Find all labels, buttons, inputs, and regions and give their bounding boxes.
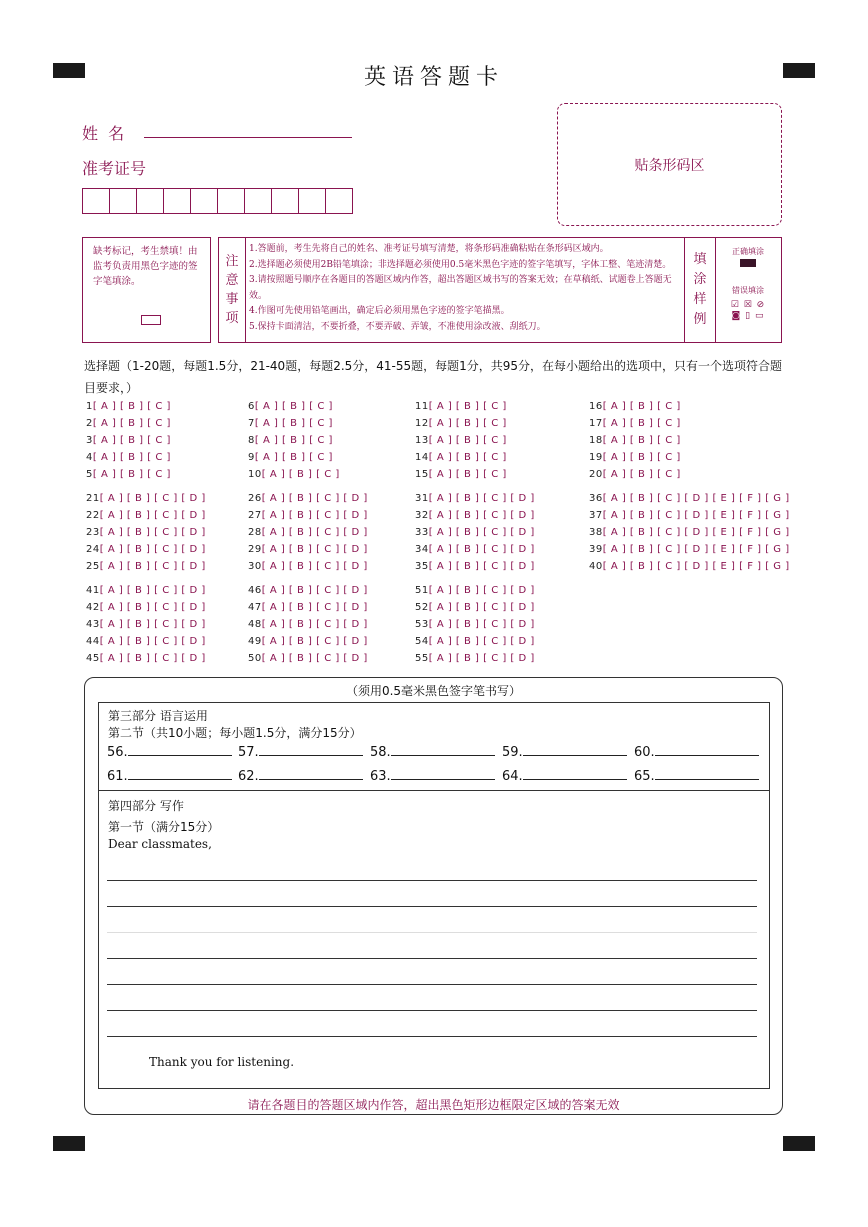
choice-question-36[interactable]	[589, 493, 790, 504]
choice-question-4[interactable]	[86, 452, 171, 463]
choice-question-42[interactable]	[86, 602, 206, 613]
correct-fill-sample	[740, 259, 756, 267]
blank-line[interactable]	[523, 767, 627, 780]
fill-blank-62[interactable]	[238, 767, 363, 784]
fill-blank-59[interactable]	[502, 743, 627, 760]
answer-options[interactable]: [ A ] [ B ] [ C ] [ D ] [ E ] [ F ] [ G ]	[602, 493, 790, 504]
answer-options[interactable]: [ A ] [ B ] [ C ]	[428, 418, 507, 429]
question-number: 5	[86, 469, 93, 480]
choice-question-9[interactable]	[248, 452, 333, 463]
answer-options[interactable]: [ A ] [ B ] [ C ] [ D ]	[428, 619, 535, 630]
choice-question-1[interactable]	[86, 401, 171, 412]
choice-question-21[interactable]	[86, 493, 206, 504]
question-number: 52	[415, 602, 429, 613]
answer-options[interactable]: [ A ] [ B ] [ C ] [ D ] [ E ] [ F ] [ G ]	[602, 527, 790, 538]
question-number: 41	[86, 585, 100, 596]
answer-options[interactable]: [ A ] [ B ] [ C ] [ D ]	[428, 653, 535, 664]
answer-options[interactable]: [ A ] [ B ] [ C ] [ D ]	[428, 544, 535, 555]
question-number: 50	[248, 653, 262, 664]
question-number: 23	[86, 527, 100, 538]
choice-instructions: 选择题（1-20题，每题1.5分，21-40题，每题2.5分，41-55题，每题1分，共95分，在每小题给出的选项中，只有一个选项符合题目要求，）	[84, 359, 783, 395]
answer-options[interactable]: [ A ] [ B ] [ C ] [ D ]	[261, 585, 368, 596]
answer-options[interactable]: [ A ] [ B ] [ C ] [ D ]	[99, 561, 206, 572]
blank-number: 65.	[634, 769, 655, 784]
answer-options[interactable]: [ A ] [ B ] [ C ]	[602, 452, 681, 463]
question-number: 8	[248, 435, 255, 446]
question-number: 28	[248, 527, 262, 538]
choice-question-10[interactable]	[248, 469, 340, 480]
answer-options[interactable]: [ A ] [ B ] [ C ] [ D ]	[99, 510, 206, 521]
choice-question-2[interactable]	[86, 418, 171, 429]
choice-question-7[interactable]	[248, 418, 333, 429]
written-answer-section	[84, 677, 783, 1115]
choice-question-8[interactable]	[248, 435, 333, 446]
question-number: 39	[589, 544, 603, 555]
note-item: 4.作图可先使用铅笔画出，确定后必须用黑色字迹的签字笔描黑。	[249, 306, 510, 316]
answer-options[interactable]: [ A ] [ B ] [ C ]	[602, 469, 681, 480]
choice-question-3[interactable]	[86, 435, 171, 446]
blank-line[interactable]	[391, 743, 495, 756]
answer-options[interactable]: [ A ] [ B ] [ C ] [ D ]	[428, 493, 535, 504]
choice-question-52[interactable]	[415, 602, 535, 613]
note-item: 1.答题前，考生先将自己的姓名、准考证号填写清楚，将条形码准确粘贴在条形码区域内。	[249, 244, 609, 254]
blank-number: 59.	[502, 745, 523, 760]
answer-options[interactable]: [ A ] [ B ] [ C ] [ D ]	[99, 619, 206, 630]
question-number: 44	[86, 636, 100, 647]
answer-options[interactable]: [ A ] [ B ] [ C ]	[92, 418, 171, 429]
fill-blank-64[interactable]	[502, 767, 627, 784]
question-number: 42	[86, 602, 100, 613]
question-number: 1	[86, 401, 93, 412]
question-number: 54	[415, 636, 429, 647]
note-item: 5.保持卡面清洁，不要折叠，不要弄破、弄皱，不准使用涂改液、刮纸刀。	[249, 321, 546, 332]
choice-question-19[interactable]	[589, 452, 681, 463]
question-number: 6	[248, 401, 255, 412]
answer-options[interactable]: [ A ] [ B ] [ C ]	[92, 401, 171, 412]
question-number: 15	[415, 469, 429, 480]
answer-options[interactable]: [ A ] [ B ] [ C ] [ D ]	[261, 602, 368, 613]
answer-options[interactable]: [ A ] [ B ] [ C ]	[428, 469, 507, 480]
writing-line[interactable]	[107, 880, 757, 881]
letter-greeting: Dear classmates,	[108, 837, 212, 851]
choice-question-38[interactable]	[589, 527, 790, 538]
answer-options[interactable]: [ A ] [ B ] [ C ] [ D ]	[428, 510, 535, 521]
answer-options[interactable]: [ A ] [ B ] [ C ] [ D ]	[428, 602, 535, 613]
answer-options[interactable]: [ A ] [ B ] [ C ]	[254, 435, 333, 446]
question-number: 26	[248, 493, 262, 504]
fill-blank-61[interactable]	[107, 767, 232, 784]
answer-options[interactable]: [ A ] [ B ] [ C ]	[92, 435, 171, 446]
question-number: 10	[248, 469, 262, 480]
part3-title: 第三部分 语言运用	[108, 709, 208, 723]
notes-box	[218, 237, 782, 343]
blank-line[interactable]	[655, 743, 759, 756]
fill-blank-63[interactable]	[370, 767, 495, 784]
absent-mark-text: 缺考标记，考生禁填！由监考负责用黑色字迹的签字笔填涂。	[93, 246, 198, 287]
choice-question-18[interactable]	[589, 435, 681, 446]
answer-options[interactable]: [ A ] [ B ] [ C ]	[428, 452, 507, 463]
notes-heading: 注 意 事 项	[219, 238, 246, 342]
id-label: 准考证号	[82, 159, 147, 178]
answer-options[interactable]: [ A ] [ B ] [ C ] [ D ]	[261, 653, 368, 664]
writing-line[interactable]	[107, 958, 757, 959]
choice-question-51[interactable]	[415, 585, 535, 596]
part4-writing	[99, 791, 769, 1088]
question-number: 9	[248, 452, 255, 463]
fill-blank-65[interactable]	[634, 767, 759, 784]
answer-options[interactable]: [ A ] [ B ] [ C ]	[254, 401, 333, 412]
choice-question-50[interactable]	[248, 653, 368, 664]
blank-line[interactable]	[128, 743, 232, 756]
question-number: 18	[589, 435, 603, 446]
blank-line[interactable]	[128, 767, 232, 780]
answer-options[interactable]: [ A ] [ B ] [ C ] [ D ]	[99, 585, 206, 596]
blank-number: 56.	[107, 745, 128, 760]
answer-options[interactable]: [ A ] [ B ] [ C ] [ D ]	[99, 527, 206, 538]
choice-question-34[interactable]	[415, 544, 535, 555]
choice-question-23[interactable]	[86, 527, 206, 538]
fill-examples	[715, 238, 781, 342]
choice-question-30[interactable]	[248, 561, 368, 572]
blank-line[interactable]	[259, 743, 363, 756]
choice-question-47[interactable]	[248, 602, 368, 613]
blank-number: 57.	[238, 745, 259, 760]
fill-example-heading: 填 涂 样 例	[684, 238, 716, 342]
fill-blank-57[interactable]	[238, 743, 363, 760]
choice-question-20[interactable]	[589, 469, 681, 480]
question-number: 12	[415, 418, 429, 429]
blank-number: 58.	[370, 745, 391, 760]
answer-options[interactable]: [ A ] [ B ] [ C ] [ D ]	[261, 527, 368, 538]
question-number: 48	[248, 619, 262, 630]
question-number: 40	[589, 561, 603, 572]
fill-blank-56[interactable]	[107, 743, 232, 760]
part4-title: 第四部分 写作	[108, 799, 184, 813]
answer-frame	[98, 702, 770, 1089]
question-number: 36	[589, 493, 603, 504]
answer-options[interactable]: [ A ] [ B ] [ C ]	[254, 452, 333, 463]
choice-question-27[interactable]	[248, 510, 368, 521]
choice-question-54[interactable]	[415, 636, 535, 647]
alignment-mark-bottom-left	[53, 1136, 85, 1151]
barcode-label: 贴条形码区	[634, 157, 705, 174]
section-caption: （须用0.5毫米黑色签字笔书写）	[345, 684, 522, 698]
choice-question-32[interactable]	[415, 510, 535, 521]
question-number: 3	[86, 435, 93, 446]
question-number: 25	[86, 561, 100, 572]
wrong-fill-label: 错误填涂	[732, 286, 764, 295]
choice-question-40[interactable]	[589, 561, 790, 572]
question-number: 43	[86, 619, 100, 630]
choice-question-15[interactable]	[415, 469, 507, 480]
question-number: 2	[86, 418, 93, 429]
question-number: 19	[589, 452, 603, 463]
choice-question-24[interactable]	[86, 544, 206, 555]
question-number: 51	[415, 585, 429, 596]
answer-options[interactable]: [ A ] [ B ] [ C ]	[602, 418, 681, 429]
page-title: 英语答题卡	[363, 65, 504, 90]
answer-options[interactable]: [ A ] [ B ] [ C ] [ D ]	[428, 636, 535, 647]
choice-question-33[interactable]	[415, 527, 535, 538]
writing-line[interactable]	[107, 984, 757, 985]
answer-options[interactable]: [ A ] [ B ] [ C ]	[92, 469, 171, 480]
question-number: 47	[248, 602, 262, 613]
writing-line[interactable]	[107, 1010, 757, 1011]
writing-line[interactable]	[107, 1036, 757, 1037]
choice-question-5[interactable]	[86, 469, 171, 480]
part3-language-use	[99, 703, 769, 791]
question-number: 34	[415, 544, 429, 555]
choice-question-29[interactable]	[248, 544, 368, 555]
question-number: 37	[589, 510, 603, 521]
answer-options[interactable]: [ A ] [ B ] [ C ] [ D ]	[261, 636, 368, 647]
answer-options[interactable]: [ A ] [ B ] [ C ] [ D ]	[428, 585, 535, 596]
note-item: 3.请按照题号顺序在各题目的答题区域内作答，超出答题区域书写的答案无效；在草稿纸、试题卷上答题无效。	[249, 275, 672, 301]
choice-question-45[interactable]	[86, 653, 206, 664]
choice-question-53[interactable]	[415, 619, 535, 630]
choice-question-16[interactable]	[589, 401, 681, 412]
letter-closing: Thank you for listening.	[149, 1055, 295, 1069]
choice-question-13[interactable]	[415, 435, 507, 446]
answer-options[interactable]: [ A ] [ B ] [ C ] [ D ]	[261, 561, 368, 572]
blank-number: 61.	[107, 769, 128, 784]
choice-question-11[interactable]	[415, 401, 507, 412]
note-item: 2.选择题必须使用2B铅笔填涂；非选择题必须使用0.5毫米黑色字迹的签字笔填写，字体工整、笔迹清楚。	[249, 259, 672, 270]
answer-options[interactable]: [ A ] [ B ] [ C ] [ D ] [ E ] [ F ] [ G ]	[602, 544, 790, 555]
answer-options[interactable]: [ A ] [ B ] [ C ] [ D ]	[261, 493, 368, 504]
answer-options[interactable]: [ A ] [ B ] [ C ] [ D ]	[99, 544, 206, 555]
choice-question-46[interactable]	[248, 585, 368, 596]
section-footer-note: 请在各题目的答题区域内作答，超出黑色矩形边框限定区域的答案无效	[247, 1098, 620, 1112]
writing-line[interactable]	[107, 906, 757, 907]
question-number: 21	[86, 493, 100, 504]
question-number: 55	[415, 653, 429, 664]
question-number: 31	[415, 493, 429, 504]
question-number: 29	[248, 544, 262, 555]
choice-question-26[interactable]	[248, 493, 368, 504]
question-number: 7	[248, 418, 255, 429]
question-number: 11	[415, 401, 429, 412]
fill-blank-58[interactable]	[370, 743, 495, 760]
choice-question-35[interactable]	[415, 561, 535, 572]
answer-options[interactable]: [ A ] [ B ] [ C ]	[428, 435, 507, 446]
part3-subtitle: 第二节（共10小题；每小题1.5分，满分15分）	[108, 726, 362, 740]
choice-question-12[interactable]	[415, 418, 507, 429]
writing-line[interactable]	[107, 932, 757, 933]
choice-question-48[interactable]	[248, 619, 368, 630]
part4-subtitle: 第一节（满分15分）	[108, 820, 220, 834]
notes-list	[249, 242, 681, 335]
barcode-area	[557, 103, 782, 226]
choice-question-22[interactable]	[86, 510, 206, 521]
answer-options[interactable]: [ A ] [ B ] [ C ] [ D ]	[428, 561, 535, 572]
question-number: 33	[415, 527, 429, 538]
answer-options[interactable]: [ A ] [ B ] [ C ] [ D ]	[261, 619, 368, 630]
choice-question-31[interactable]	[415, 493, 535, 504]
question-number: 35	[415, 561, 429, 572]
question-number: 22	[86, 510, 100, 521]
name-label: 姓 名	[82, 124, 125, 143]
wrong-fill-samples-1: ☑ ☒ ⊘	[730, 300, 766, 310]
wrong-fill-samples-2: ◙ ▯ ▭	[731, 311, 765, 321]
question-number: 4	[86, 452, 93, 463]
answer-options[interactable]: [ A ] [ B ] [ C ]	[602, 435, 681, 446]
choice-question-49[interactable]	[248, 636, 368, 647]
blank-number: 60.	[634, 745, 655, 760]
question-number: 38	[589, 527, 603, 538]
answer-options[interactable]: [ A ] [ B ] [ C ] [ D ]	[99, 493, 206, 504]
question-number: 16	[589, 401, 603, 412]
blank-line[interactable]	[523, 743, 627, 756]
answer-options[interactable]: [ A ] [ B ] [ C ] [ D ]	[99, 602, 206, 613]
question-number: 27	[248, 510, 262, 521]
answer-options[interactable]: [ A ] [ B ] [ C ] [ D ]	[99, 653, 206, 664]
question-number: 24	[86, 544, 100, 555]
choice-question-6[interactable]	[248, 401, 333, 412]
blank-line[interactable]	[655, 767, 759, 780]
answer-options[interactable]: [ A ] [ B ] [ C ]	[428, 401, 507, 412]
question-number: 32	[415, 510, 429, 521]
blank-number: 64.	[502, 769, 523, 784]
question-number: 20	[589, 469, 603, 480]
choice-question-55[interactable]	[415, 653, 535, 664]
question-number: 49	[248, 636, 262, 647]
answer-options[interactable]: [ A ] [ B ] [ C ]	[602, 401, 681, 412]
answer-options[interactable]: [ A ] [ B ] [ C ] [ D ]	[261, 510, 368, 521]
answer-options[interactable]: [ A ] [ B ] [ C ] [ D ]	[261, 544, 368, 555]
choice-question-43[interactable]	[86, 619, 206, 630]
fill-blank-60[interactable]	[634, 743, 759, 760]
question-number: 14	[415, 452, 429, 463]
choice-question-39[interactable]	[589, 544, 790, 555]
blank-number: 62.	[238, 769, 259, 784]
question-number: 46	[248, 585, 262, 596]
choice-question-41[interactable]	[86, 585, 206, 596]
answer-options[interactable]: [ A ] [ B ] [ C ] [ D ]	[99, 636, 206, 647]
answer-options[interactable]: [ A ] [ B ] [ C ]	[261, 469, 340, 480]
choice-question-25[interactable]	[86, 561, 206, 572]
correct-fill-label: 正确填涂	[732, 247, 764, 256]
absent-mark-box	[82, 237, 211, 343]
answer-options[interactable]: [ A ] [ B ] [ C ]	[92, 452, 171, 463]
choice-question-17[interactable]	[589, 418, 681, 429]
question-number: 53	[415, 619, 429, 630]
blank-line[interactable]	[259, 767, 363, 780]
choice-question-28[interactable]	[248, 527, 368, 538]
question-number: 13	[415, 435, 429, 446]
absent-mark-checkbox[interactable]	[141, 315, 161, 325]
id-number-grid[interactable]	[82, 188, 353, 214]
answer-options[interactable]: [ A ] [ B ] [ C ] [ D ]	[428, 527, 535, 538]
choice-question-14[interactable]	[415, 452, 507, 463]
alignment-mark-bottom-right	[783, 1136, 815, 1151]
blank-line[interactable]	[391, 767, 495, 780]
answer-options[interactable]: [ A ] [ B ] [ C ] [ D ] [ E ] [ F ] [ G ]	[602, 561, 790, 572]
choice-question-37[interactable]	[589, 510, 790, 521]
answer-options[interactable]: [ A ] [ B ] [ C ]	[254, 418, 333, 429]
question-number: 17	[589, 418, 603, 429]
name-field[interactable]	[144, 136, 352, 138]
blank-number: 63.	[370, 769, 391, 784]
answer-options[interactable]: [ A ] [ B ] [ C ] [ D ] [ E ] [ F ] [ G ]	[602, 510, 790, 521]
choice-question-44[interactable]	[86, 636, 206, 647]
question-number: 45	[86, 653, 100, 664]
question-number: 30	[248, 561, 262, 572]
